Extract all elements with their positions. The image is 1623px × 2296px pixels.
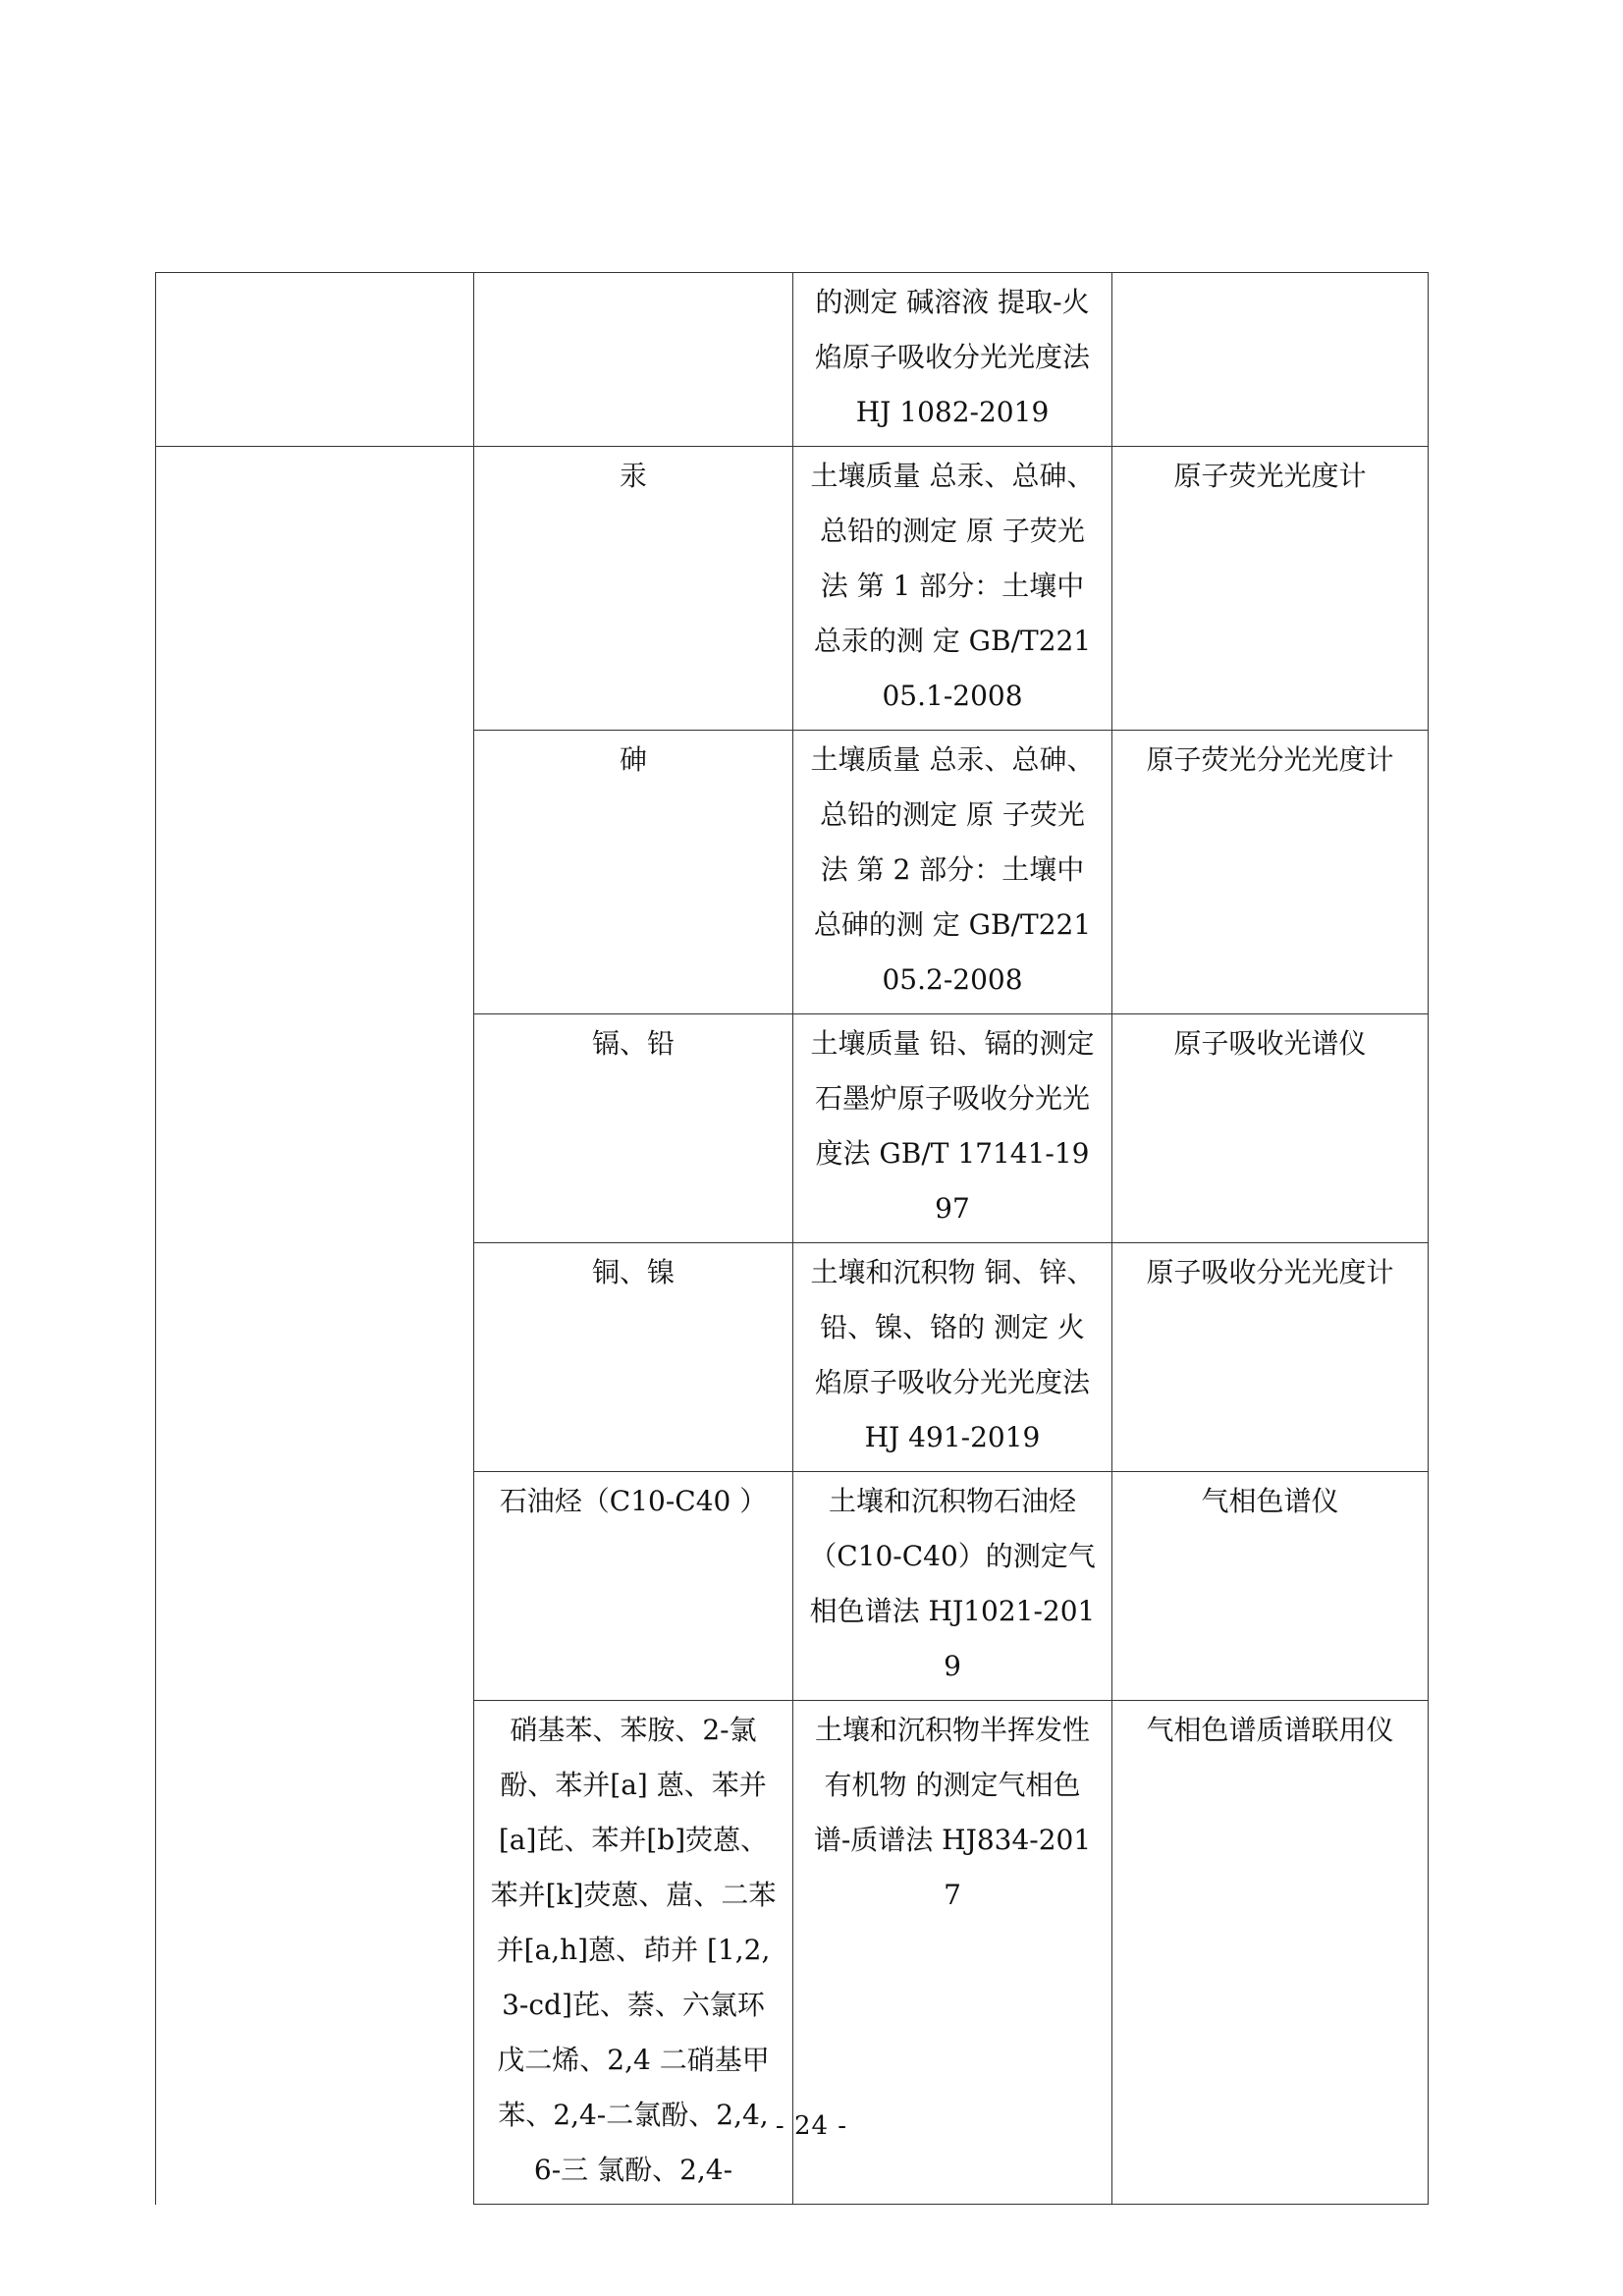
table-row bbox=[156, 447, 1429, 731]
item-cell: 汞 bbox=[474, 447, 793, 731]
table-row bbox=[156, 273, 1429, 447]
instrument-cell: 气相色谱仪 bbox=[1112, 1472, 1429, 1701]
instrument-cell: 原子荧光分光光度计 bbox=[1112, 731, 1429, 1014]
method-cell: 土壤质量 总汞、总砷、总铅的测定 原 子荧光法 第 2 部分：土壤中总砷的测 定 GB/T22105.2-2008 bbox=[793, 731, 1112, 1014]
item-cell: 硝基苯、苯胺、2-氯酚、苯并[a] 蒽、苯并[a]芘、苯并[b]荧蒽、苯并[k]荧蒽、䓛、二苯并[a,h]蒽、茚并 [1,2,3-cd]芘、萘、六氯环戊二烯、2,4 二硝基甲苯、2,4-二氯酚、2,4,6-三 氯酚、2,4- bbox=[474, 1701, 793, 2205]
category-cell bbox=[156, 447, 474, 2205]
item-cell: 镉、铅 bbox=[474, 1014, 793, 1243]
instrument-cell: 气相色谱质谱联用仪 bbox=[1112, 1701, 1429, 2205]
instrument-cell: 原子吸收分光光度计 bbox=[1112, 1243, 1429, 1472]
method-cell: 土壤质量 铅、镉的测定 石墨炉原子吸收分光光度法 GB/T 17141-1997 bbox=[793, 1014, 1112, 1243]
category-cell bbox=[156, 273, 474, 447]
page-number: - 24 - bbox=[775, 2111, 848, 2141]
method-cell: 土壤和沉积物 铜、锌、铅、镍、铬的 测定 火焰原子吸收分光光度法 HJ 491-2019 bbox=[793, 1243, 1112, 1472]
instrument-cell bbox=[1112, 273, 1429, 447]
instrument-cell: 原子荧光光度计 bbox=[1112, 447, 1429, 731]
item-cell: 石油烃（C10-C40 ） bbox=[474, 1472, 793, 1701]
method-cell: 土壤质量 总汞、总砷、总铅的测定 原 子荧光法 第 1 部分：土壤中总汞的测 定 GB/T22105.1-2008 bbox=[793, 447, 1112, 731]
method-cell: 土壤和沉积物半挥发性有机物 的测定气相色谱-质谱法 HJ834-2017 bbox=[793, 1701, 1112, 2205]
item-cell bbox=[474, 273, 793, 447]
item-cell: 砷 bbox=[474, 731, 793, 1014]
item-cell: 铜、镍 bbox=[474, 1243, 793, 1472]
method-cell: 土壤和沉积物石油烃（C10-C40）的测定气相色谱法 HJ1021-2019 bbox=[793, 1472, 1112, 1701]
instrument-cell: 原子吸收光谱仪 bbox=[1112, 1014, 1429, 1243]
analysis-methods-table bbox=[155, 272, 1429, 2205]
method-cell: 的测定 碱溶液 提取-火焰原子吸收分光光度法 HJ 1082-2019 bbox=[793, 273, 1112, 447]
